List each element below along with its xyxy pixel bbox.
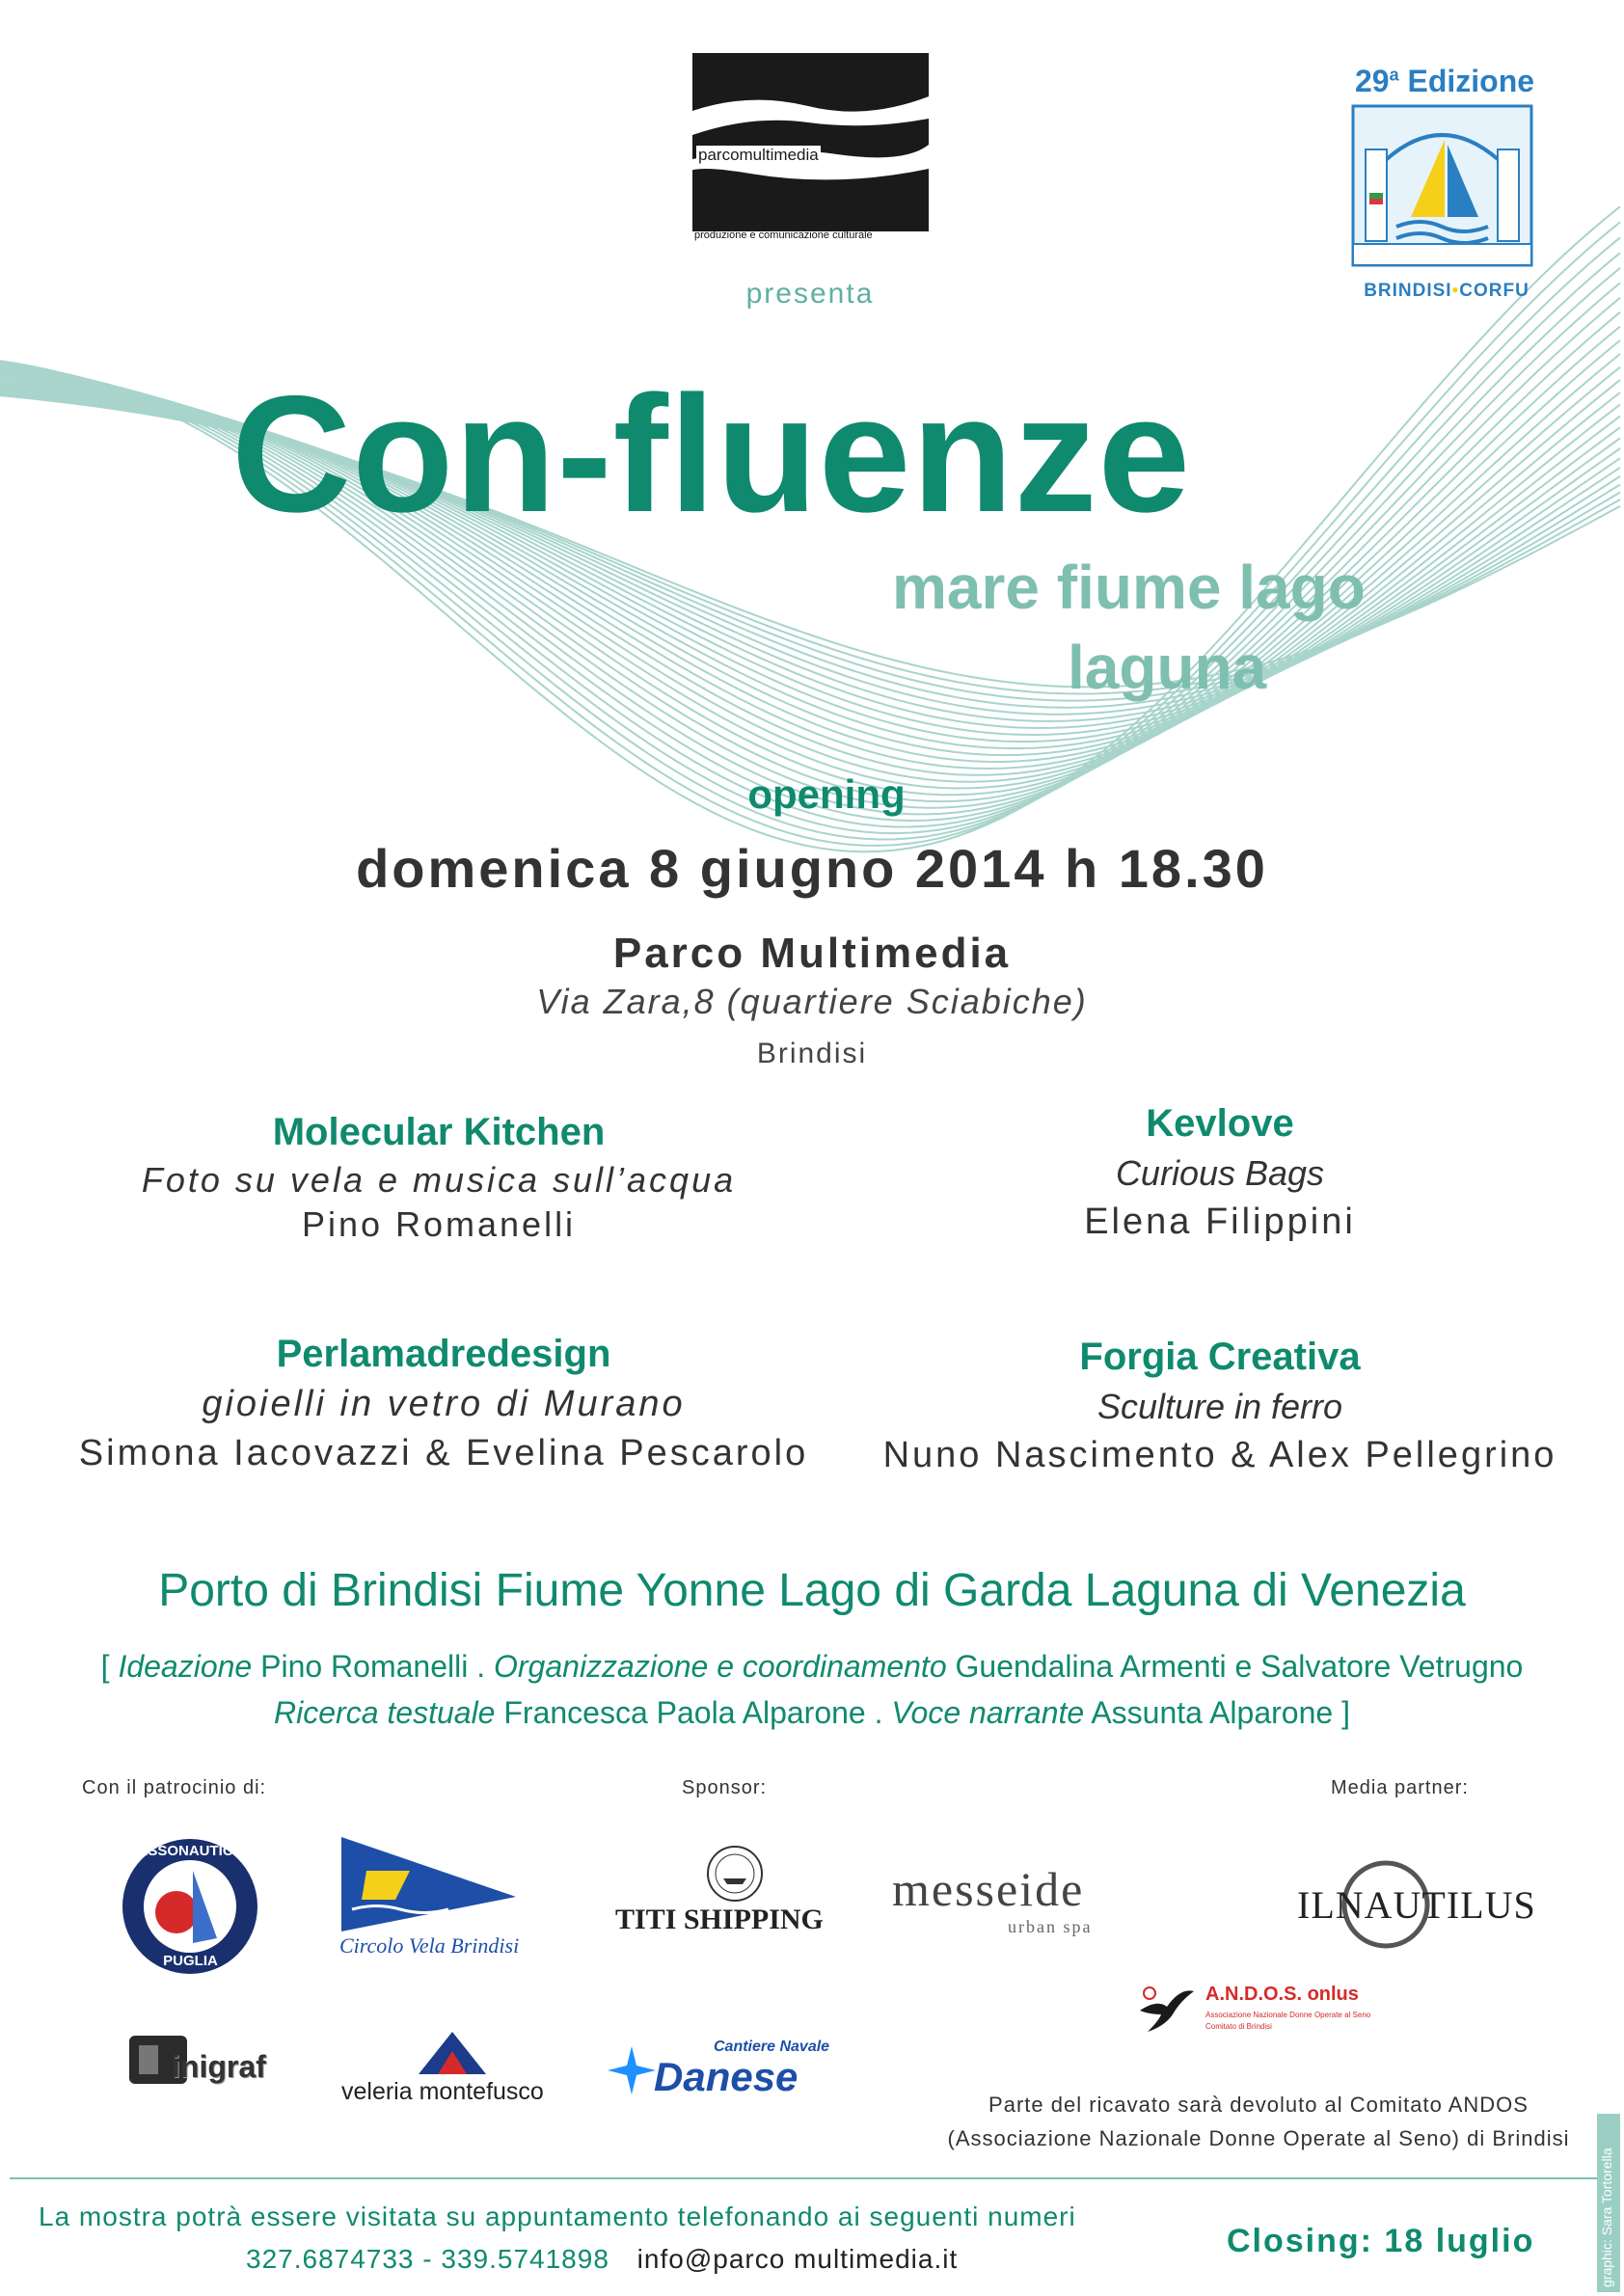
edition-title: 29$^a$ Edizione (1354, 64, 1535, 98)
cantiere-navale-danese-logo (608, 2037, 868, 2114)
titi-name: TITI SHIPPING (615, 1904, 824, 1935)
venue-name: Parco Multimedia (612, 930, 1012, 977)
opening-date: domenica 8 giugno 2014 h 18.30 (356, 838, 1268, 899)
exhibitor-subtitle: Sculture in ferro (1096, 1387, 1343, 1426)
exhibitor-forgia-creativa (849, 1336, 1591, 1476)
presenta-text: presenta (745, 278, 875, 310)
media-partner-label: Media partner: (1331, 1777, 1469, 1798)
exhibitor-name: Kevlove (1146, 1102, 1294, 1145)
wave-line (0, 268, 1620, 827)
andos-logo (1138, 1982, 1398, 2068)
exhibitor-name: Forgia Creativa (1079, 1336, 1361, 1378)
brindisi-corfu-regatta-icon (1348, 101, 1541, 270)
footer-divider (10, 2177, 1614, 2179)
exhibitor-subtitle: Curious Bags (1115, 1153, 1325, 1193)
veleria-name: veleria montefusco (341, 2078, 544, 2105)
exhibitor-molecular-kitchen (58, 1111, 820, 1245)
subtitle-line2: laguna (1068, 633, 1267, 702)
titi-shipping-logo (615, 1844, 856, 1940)
assonautica-top-text: ASSONAUTICA (137, 1843, 244, 1859)
main-title: Con-fluenze (231, 362, 1192, 547)
phone-numbers: 327.6874733 - 339.5741898 (246, 2244, 609, 2274)
star-burst-icon (608, 2046, 656, 2094)
andos-sub1: Associazione Nazionale Donne Operate al Seno (1205, 2011, 1371, 2019)
cantiere-label: Cantiere Navale (714, 2039, 830, 2055)
venue-address: Via Zara,8 (quartiere Sciabiche) (536, 982, 1088, 1021)
email-address: info@parco multimedia.it (636, 2244, 959, 2274)
messeide-name: messeide (892, 1862, 1085, 1916)
nautilus-name: ILNAUTILUS (1297, 1883, 1536, 1927)
subtitle-line1: mare fiume lago (892, 553, 1366, 622)
exhibitor-name: Molecular Kitchen (272, 1111, 606, 1153)
pennant-flag-icon (338, 1837, 521, 1933)
messeide-logo (892, 1861, 1133, 1958)
exhibitor-perlamadredesign (39, 1333, 849, 1474)
credits-line2: Ricerca testuale Francesca Paola Alparone . Voce narrante Assunta Alparone ] (274, 1695, 1350, 1730)
footer-contacts (246, 2244, 958, 2275)
inigraf-logo (125, 2030, 280, 2097)
ship-seal-icon (706, 1844, 764, 1904)
assonautica-puglia-logo (121, 1837, 260, 1977)
visit-info: La mostra potrà essere visitata su appuntamento telefonando ai seguenti numeri (39, 2201, 1076, 2231)
opening-label: opening (747, 771, 906, 817)
exhibitor-kevlove (868, 1102, 1572, 1243)
exhibitor-artist: Pino Romanelli (301, 1204, 577, 1244)
exhibitor-artist: Simona Iacovazzi & Evelina Pescarolo (78, 1433, 809, 1473)
sponsor-label: Sponsor: (682, 1777, 768, 1798)
il-nautilus-logo (1297, 1859, 1536, 1951)
exhibitor-artist: Elena Filippini (1084, 1202, 1356, 1242)
credits-line1: [ Ideazione Pino Romanelli . Organizzazione e coordinamento Guendalina Armenti e Salvatore Vetrugno (100, 1649, 1524, 1684)
exhibitor-name: Perlamadredesign (276, 1333, 611, 1375)
circolo-name: Circolo Vela Brindisi (339, 1933, 520, 1958)
assonautica-bottom-text: PUGLIA (163, 1953, 218, 1969)
places-line: Porto di Brindisi Fiume Yonne Lago di Garda Laguna di Venezia (158, 1565, 1466, 1616)
graphic-credit-band (1597, 2114, 1620, 2292)
exhibitor-artist: Nuno Nascimento & Alex Pellegrino (882, 1435, 1557, 1475)
org-tagline: produzione e comunicazione culturale (694, 230, 873, 241)
circolo-vela-brindisi-logo (338, 1837, 579, 1962)
inigraf-name: inigraf (172, 2049, 266, 2084)
donation-note: Parte del ricavato sarà devoluto al Comitato ANDOS (Associazione Nazionale Donne Operate al Seno) di Brindisi (947, 2093, 1570, 2151)
closing-date: Closing: 18 luglio (1227, 2223, 1535, 2259)
edition-badge (1348, 64, 1541, 301)
venue-city: Brindisi (756, 1038, 868, 1069)
danese-name: Danese (654, 2054, 798, 2099)
veleria-sail-icon (417, 2030, 489, 2078)
andos-sub2: Comitato di Brindisi (1205, 2022, 1272, 2031)
org-name: parcomultimedia (698, 146, 819, 164)
graphic-credit: graphic: Sara Tortorella (1599, 2147, 1614, 2287)
exhibitor-subtitle: gioielli in vetro di Murano (202, 1384, 686, 1424)
edition-route: BRINDISI•CORFU (1364, 281, 1529, 301)
credits (0, 1643, 1624, 1736)
andos-name: A.N.D.O.S. onlus (1205, 1984, 1359, 2005)
swallow-bird-icon (1138, 1982, 1196, 2039)
messeide-sub: urban spa (1008, 1917, 1093, 1936)
veleria-montefusco-logo (338, 2030, 579, 2107)
exhibitor-subtitle: Foto su vela e musica sull’acqua (141, 1160, 737, 1200)
parcomultimedia-logo (692, 53, 929, 246)
patrocinio-label: Con il patrocinio di: (82, 1777, 267, 1798)
